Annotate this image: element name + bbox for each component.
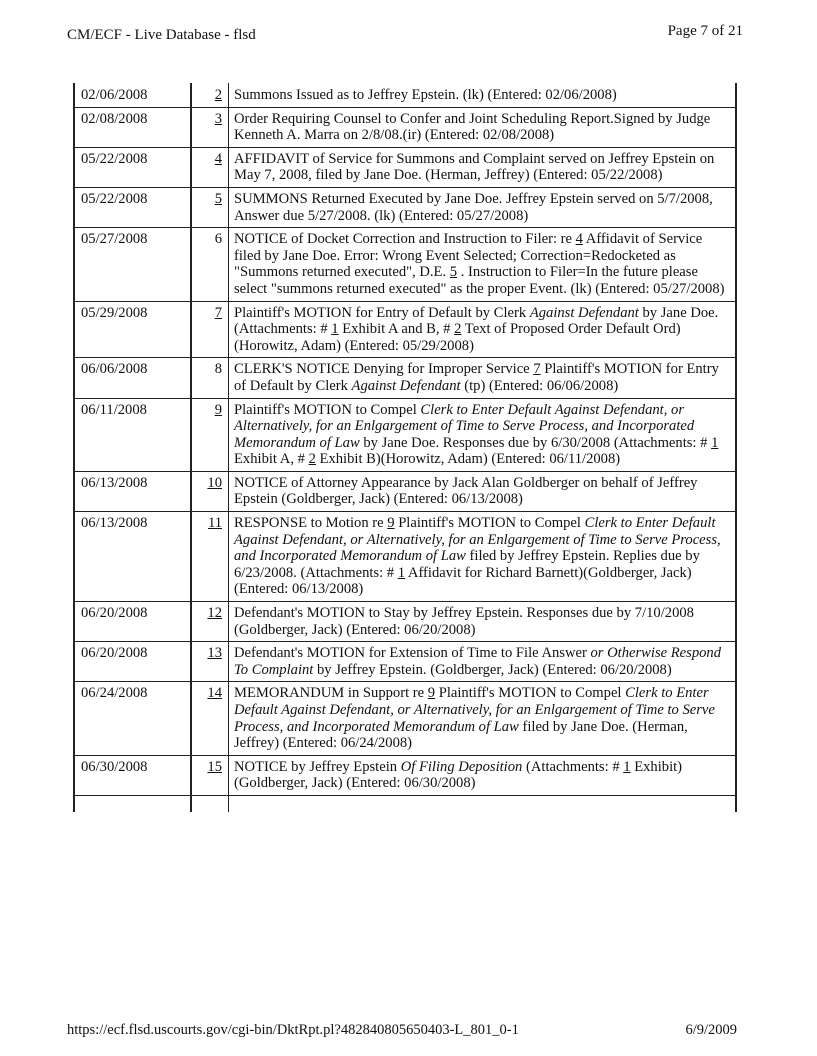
empty-cell [74, 795, 191, 812]
docket-entry-text: Defendant's MOTION for Extension of Time to File Answer or Otherwise Respond To Complaint by Jeffrey Epstein. (Goldberger, Jack) (Entered: 06/20/2008) [229, 642, 737, 682]
docket-entry-text: Order Requiring Counsel to Confer and Joint Scheduling Report.Signed by Judge Kenneth A. Marra on 2/8/08.(ir) (Entered: 02/08/2008) [229, 107, 737, 147]
docket-reference-link[interactable]: 1 [711, 434, 719, 451]
empty-cell [191, 795, 229, 812]
docket-entry-date: 05/29/2008 [74, 301, 191, 358]
docket-entry-row [74, 642, 736, 682]
docket-entry-text: MEMORANDUM in Support re 9 Plaintiff's MOTION to Compel Clerk to Enter Default Against Defendant, or Alternatively, for an Enlgargement of Time to Serve Process, and Incorporated Memorandum of Law filed by Jane Doe. (Herman, Jeffrey) (Entered: 06/24/2008) [229, 682, 737, 755]
docket-entry-number: 8 [191, 358, 229, 398]
docket-table [73, 83, 737, 812]
docket-entry-number [191, 642, 229, 682]
docket-number-link[interactable]: 13 [207, 645, 222, 662]
docket-entry-number [191, 147, 229, 187]
docket-entry-text: CLERK'S NOTICE Denying for Improper Service 7 Plaintiff's MOTION for Entry of Default by Clerk Against Defendant (tp) (Entered: 06/06/2008) [229, 358, 737, 398]
docket-entry-text: Plaintiff's MOTION to Compel Clerk to Enter Default Against Defendant, or Alternatively, for an Enlgargement of Time to Serve Process, and Incorporated Memorandum of Law by Jane Doe. Responses due by 6/30/2008 (Attachments: # 1 Exhibit A, # 2 Exhibit B)(Horowitz, Adam) (Entered: 06/11/2008) [229, 398, 737, 471]
docket-entry-date: 05/22/2008 [74, 147, 191, 187]
docket-entry-number [191, 755, 229, 795]
docket-entry-row [74, 602, 736, 642]
docket-entry-text: Plaintiff's MOTION for Entry of Default by Clerk Against Defendant by Jane Doe. (Attachments: # 1 Exhibit A and B, # 2 Text of Proposed Order Default Ord)(Horowitz, Adam) (Entered: 05/29/2008) [229, 301, 737, 358]
docket-entry-date: 06/13/2008 [74, 471, 191, 511]
docket-entry-date: 06/06/2008 [74, 358, 191, 398]
docket-entry-date: 05/27/2008 [74, 228, 191, 301]
docket-entry-row [74, 107, 736, 147]
docket-number-link[interactable]: 2 [214, 87, 222, 103]
docket-entry-number [191, 107, 229, 147]
docket-entry-row [74, 228, 736, 301]
docket-number-link[interactable]: 5 [214, 190, 222, 207]
docket-number-link[interactable]: 4 [214, 150, 222, 167]
docket-entry-date: 02/06/2008 [74, 83, 191, 107]
docket-entry-number: 6 [191, 228, 229, 301]
docket-entry-row [74, 471, 736, 511]
docket-entry-row [74, 301, 736, 358]
docket-entry-date: 06/13/2008 [74, 512, 191, 602]
docket-reference-link[interactable]: 1 [397, 564, 406, 581]
docket-reference-link[interactable]: 5 [449, 264, 458, 281]
docket-continuation-row [74, 795, 736, 812]
docket-number-link[interactable]: 15 [207, 758, 222, 775]
empty-cell [229, 795, 737, 812]
docket-reference-link[interactable]: 2 [454, 321, 462, 338]
docket-entry-number [191, 187, 229, 227]
docket-reference-link[interactable]: 1 [623, 758, 631, 775]
footer-date: 6/9/2009 [685, 1022, 737, 1038]
footer-url: https://ecf.flsd.uscourts.gov/cgi-bin/DktRpt.pl?482840805650403-L_801_0-1 [67, 1022, 519, 1038]
docket-entry-number [191, 398, 229, 471]
docket-entry-date: 02/08/2008 [74, 107, 191, 147]
docket-entry-date: 06/20/2008 [74, 642, 191, 682]
docket-entry-row [74, 358, 736, 398]
docket-reference-link[interactable]: 2 [308, 451, 316, 468]
docket-reference-link[interactable]: 4 [575, 231, 583, 248]
docket-entry-text: NOTICE of Attorney Appearance by Jack Alan Goldberger on behalf of Jeffrey Epstein (Goldberger, Jack) (Entered: 06/13/2008) [229, 471, 737, 511]
docket-number-link[interactable]: 9 [214, 401, 222, 418]
docket-entry-date: 06/20/2008 [74, 602, 191, 642]
docket-reference-link[interactable]: 1 [331, 321, 339, 338]
docket-number-link[interactable]: 3 [214, 110, 222, 127]
docket-entry-number [191, 602, 229, 642]
docket-reference-link[interactable]: 9 [427, 685, 436, 702]
docket-entry-number [191, 83, 229, 107]
docket-body [74, 83, 736, 812]
docket-entry-date: 06/24/2008 [74, 682, 191, 755]
docket-entry-row [74, 187, 736, 227]
page-header-title: CM/ECF - Live Database - flsd [67, 27, 256, 43]
docket-entry-text: NOTICE of Docket Correction and Instruction to Filer: re 4 Affidavit of Service filed by Jane Doe. Error: Wrong Event Selected; Correction=Redocketed as "Summons returned executed", D.E. 5 . Instruction to Filer=In the future please select "summons returned executed" as the proper Event. (lk) (Entered: 05/27/2008) [229, 228, 737, 301]
docket-number-link[interactable]: 10 [207, 474, 222, 491]
docket-entry-text: Summons Issued as to Jeffrey Epstein. (lk) (Entered: 02/06/2008) [229, 83, 737, 107]
docket-entry-row [74, 682, 736, 755]
docket-number-link[interactable]: 11 [207, 515, 222, 532]
docket-entry-text: Defendant's MOTION to Stay by Jeffrey Epstein. Responses due by 7/10/2008 (Goldberger, Jack) (Entered: 06/20/2008) [229, 602, 737, 642]
docket-entry-number [191, 512, 229, 602]
docket-entry-number [191, 471, 229, 511]
docket-entry-number [191, 301, 229, 358]
docket-entry-row [74, 512, 736, 602]
docket-entry-date: 06/30/2008 [74, 755, 191, 795]
docket-entry-number [191, 682, 229, 755]
docket-entry-text: RESPONSE to Motion re 9 Plaintiff's MOTION to Compel Clerk to Enter Default Against Defendant, or Alternatively, for an Enlgargement of Time to Serve Process, and Incorporated Memorandum of Law filed by Jeffrey Epstein. Replies due by 6/23/2008. (Attachments: # 1 Affidavit for Richard Barnett)(Goldberger, Jack) (Entered: 06/13/2008) [229, 512, 737, 602]
docket-entry-date: 05/22/2008 [74, 187, 191, 227]
docket-entry-text: AFFIDAVIT of Service for Summons and Complaint served on Jeffrey Epstein on May 7, 2008, filed by Jane Doe. (Herman, Jeffrey) (Entered: 05/22/2008) [229, 147, 737, 187]
docket-number-link[interactable]: 14 [207, 685, 222, 702]
docket-entry-row [74, 83, 736, 107]
page-number: Page 7 of 21 [667, 23, 743, 39]
docket-entry-text: SUMMONS Returned Executed by Jane Doe. Jeffrey Epstein served on 5/7/2008, Answer due 5/27/2008. (lk) (Entered: 05/27/2008) [229, 187, 737, 227]
docket-number-link[interactable]: 7 [214, 304, 222, 321]
docket-number-link[interactable]: 12 [207, 605, 222, 622]
docket-entry-row [74, 147, 736, 187]
docket-entry-row [74, 755, 736, 795]
docket-entry-text: NOTICE by Jeffrey Epstein Of Filing Deposition (Attachments: # 1 Exhibit) (Goldberger, Jack) (Entered: 06/30/2008) [229, 755, 737, 795]
docket-reference-link[interactable]: 9 [387, 515, 395, 532]
docket-reference-link[interactable]: 7 [533, 361, 541, 378]
docket-entry-date: 06/11/2008 [74, 398, 191, 471]
docket-entry-row [74, 398, 736, 471]
